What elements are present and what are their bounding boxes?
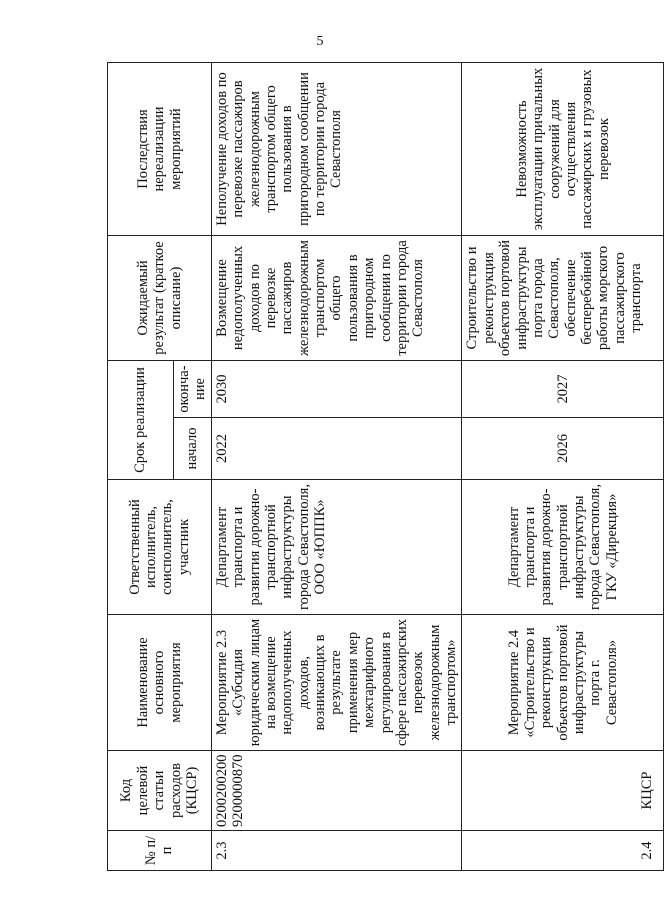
row-name: Мероприятие 2.3 «Субсидия юридическим лицам на возмещение недополученных доходов, возникающих в результате применения мер межтарифного регулирования в сфере пассажирских перевозок железнодорожным транспортом» <box>211 615 462 751</box>
row-end: 2030 <box>211 361 462 418</box>
row-result: Строительство и реконструкция объектов портовой инфраструктуры порта города Севастополя, обеспечение бесперебойной работы морского пассажирского транспорта <box>462 236 664 361</box>
row-result: Возмещение недополученных доходов по перевозке пассажиров железнодорожным транспортом общего пользования в пригородном сообщении по территории города Севастополя <box>211 236 462 361</box>
row-code: 0200200200 9200000870 <box>211 751 462 831</box>
header-row <box>108 63 174 871</box>
row-num: 2.3 <box>211 831 462 871</box>
table-row <box>462 63 664 871</box>
header-period: Срок реализации <box>108 361 174 480</box>
header-num: № п/п <box>108 831 212 871</box>
header-end: оконча-ние <box>174 361 212 418</box>
row-executor: Департамент транспорта и развития дорожно-транспортной инфраструктуры города Севастополя, ООО «ЮППК» <box>211 480 462 615</box>
row-code: КЦСР <box>462 751 664 831</box>
row-end: 2027 <box>462 361 664 418</box>
row-num: 2.4 <box>462 831 664 871</box>
header-name: Наименование основного мероприятия <box>108 615 212 751</box>
header-executor: Ответственный исполнитель, соисполнитель, участник <box>108 480 212 615</box>
row-name: Мероприятие 2.4 «Строительство и реконструкция объектов портовой инфраструктуры порта г. Севастополя» <box>462 615 664 751</box>
measures-table <box>107 62 664 871</box>
row-consequences: Неполучение доходов по перевозке пассажиров железнодорожным транспортом общего пользования в пригородном сообщении по территории города Севастополя <box>211 63 462 236</box>
row-start: 2026 <box>462 418 664 480</box>
header-consequences: Последствия нереализации мероприятий <box>108 63 212 236</box>
header-start: начало <box>174 418 212 480</box>
header-code: Код целевой статьи расходов (КЦСР) <box>108 751 212 831</box>
row-start: 2022 <box>211 418 462 480</box>
page-number: 5 <box>316 34 324 49</box>
rotated-table-wrapper <box>107 63 655 871</box>
row-executor: Департамент транспорта и развития дорожно-транспортной инфраструктуры города Севастополя, ГКУ «Дирекция» <box>462 480 664 615</box>
header-result: Ожидаемый результат (краткое описание) <box>108 236 212 361</box>
row-consequences: Невозможность эксплуатации причальных сооружений для осуществления пассажирских и грузовых перевозок <box>462 63 664 236</box>
table-row <box>211 63 462 871</box>
